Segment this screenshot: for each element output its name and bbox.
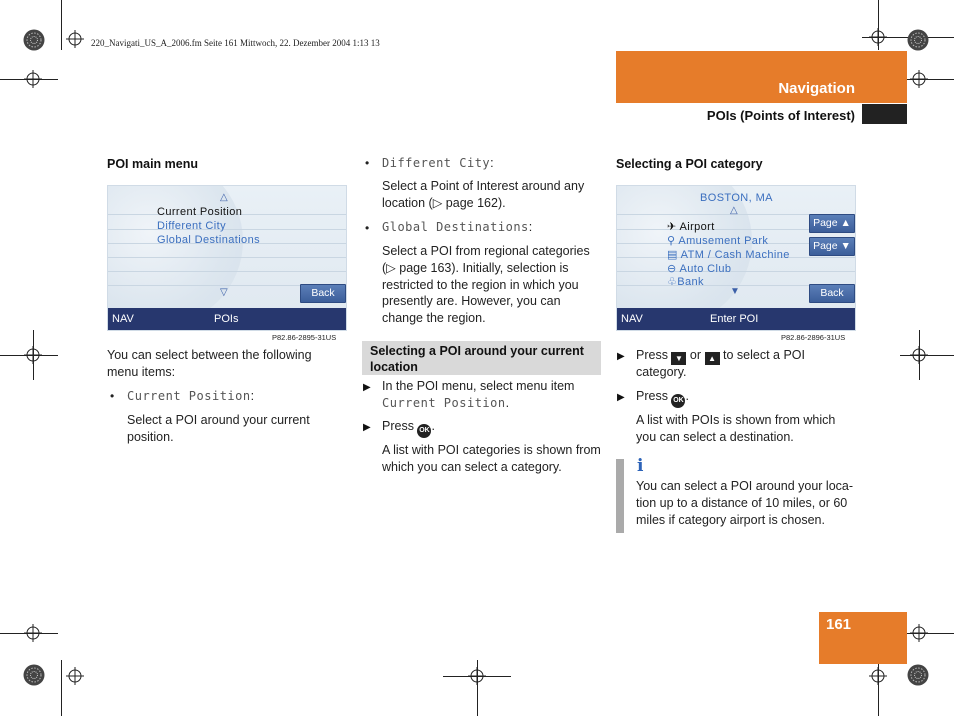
bank-icon: ♧ [667,276,678,288]
bullet-description: restricted to the region in which you [382,278,579,292]
bullet-description: (▷ page 163). Initially, selection is [382,261,569,275]
result-text: which you can select a category. [382,460,562,474]
file-header: 220_Navigati_US_A_2006.fm Seite 161 Mittwoch, 22. Dezember 2004 1:13 13 [91,38,380,48]
scroll-down-icon: ▼ [730,286,740,297]
page-up-button[interactable]: Page ▲ [809,214,855,233]
step-arrow-icon: ▶ [617,351,625,362]
info-note-text: You can select a POI around your loca- [636,479,854,493]
auto-club-icon: ⊖ [667,263,677,275]
color-seal-icon [23,664,45,686]
color-seal-icon [907,664,929,686]
color-seal-icon [23,29,45,51]
registration-mark-icon [24,624,42,642]
registration-mark-icon [66,30,84,48]
step-arrow-icon: ▶ [617,392,625,403]
step-press-ok: Press OK . [636,388,689,408]
chapter-banner [616,51,907,103]
bar-nav-label: NAV [621,313,643,325]
procedure-heading: Selecting a POI around your current location [362,341,601,375]
bullet-dot: • [110,389,115,403]
category-amusement-park[interactable]: ⚲ Amusement Park [667,235,769,247]
section-title: POIs (Points of Interest) [706,108,855,123]
registration-mark-icon [910,624,928,642]
section-tab [862,104,907,124]
airplane-icon: ✈ [667,221,677,233]
menu-item-current-position[interactable]: Current Position [157,206,243,218]
back-button[interactable]: Back [300,284,346,303]
category-auto-club[interactable]: ⊖ Auto Club [667,263,732,275]
atm-icon: ▤ [667,249,678,261]
bullet-different-city: Different City: [382,156,494,170]
figure-caption: P82.86-2896-31US [781,333,846,342]
registration-mark-icon [910,346,928,364]
bullet-dot: • [365,156,370,170]
step-arrow-icon: ▶ [363,382,371,393]
registration-mark-icon [910,70,928,88]
bullet-dot: • [365,221,370,235]
scroll-up-icon: △ [220,192,228,203]
poi-main-menu-title: POI main menu [107,157,198,171]
scroll-down-icon: ▽ [220,287,228,298]
result-text: A list with POIs is shown from which [636,413,836,427]
step-arrow-icon: ▶ [363,422,371,433]
crop-mark [61,0,62,50]
back-button[interactable]: Back [809,284,855,303]
result-text: A list with POI categories is shown from [382,443,601,457]
menu-item-global-destinations[interactable]: Global Destinations [157,234,260,246]
bullet-description: change the region. [382,311,486,325]
figure-caption: P82.86-2895-31US [272,333,337,342]
result-text: you can select a destination. [636,430,794,444]
bar-poi-label: POIs [214,313,239,325]
registration-mark-icon [66,667,84,685]
page-number: 161 [826,616,852,633]
category-airport[interactable]: ✈ Airport [667,221,715,233]
step-press-arrows: category. [636,365,687,379]
down-key-icon: ▼ [671,352,686,365]
ok-button-icon: OK [417,424,431,438]
bullet-description: Select a Point of Interest around any [382,179,585,193]
step-press-arrows: Press ▼ or ▲ to select a POI [636,348,805,363]
info-icon: i [637,456,644,476]
chapter-title: Navigation [778,80,855,97]
color-seal-icon [907,29,929,51]
bullet-description: Select a POI from regional categories [382,244,590,258]
step-select-menu-item: In the POI menu, select menu item [382,379,575,393]
poi-category-screen [616,185,856,331]
nav-status-bar [617,308,855,330]
city-label: BOSTON, MA [700,192,773,204]
registration-mark-icon [24,70,42,88]
registration-mark-icon [24,346,42,364]
poi-category-title: Selecting a POI category [616,157,763,171]
step-select-menu-item: Current Position. [382,396,510,410]
bar-nav-label: NAV [112,313,134,325]
bar-enter-poi-label: Enter POI [710,313,759,325]
bullet-description: location (▷ page 162). [382,196,506,210]
scroll-up-icon: △ [730,205,738,216]
bullet-current-position: Current Position: [127,389,255,403]
registration-mark-icon [869,667,887,685]
registration-mark-icon [869,28,887,46]
poi-main-menu-screen [107,185,347,331]
up-key-icon: ▲ [705,352,720,365]
info-note-text: miles if category airport is chosen. [636,513,825,527]
bullet-description: Select a POI around your current [127,413,310,427]
page-down-button[interactable]: Page ▼ [809,237,855,256]
category-atm[interactable]: ▤ ATM / Cash Machine [667,249,790,261]
intro-line: You can select between the following [107,348,312,362]
crop-mark [61,660,62,716]
info-note-text: tion up to a distance of 10 miles, or 60 [636,496,848,510]
info-note-bar [616,459,624,533]
step-press-ok: Press OK . [382,418,435,438]
bullet-description: position. [127,430,174,444]
bullet-description: presently are. However, you can [382,294,561,308]
registration-mark-icon [468,667,486,685]
intro-line: menu items: [107,365,176,379]
amusement-park-icon: ⚲ [667,235,676,247]
ok-button-icon: OK [671,394,685,408]
menu-item-different-city[interactable]: Different City [157,220,226,232]
category-bank[interactable]: ♧Bank [667,276,704,288]
bullet-global-destinations: Global Destinations: [382,220,533,234]
nav-status-bar [108,308,346,330]
